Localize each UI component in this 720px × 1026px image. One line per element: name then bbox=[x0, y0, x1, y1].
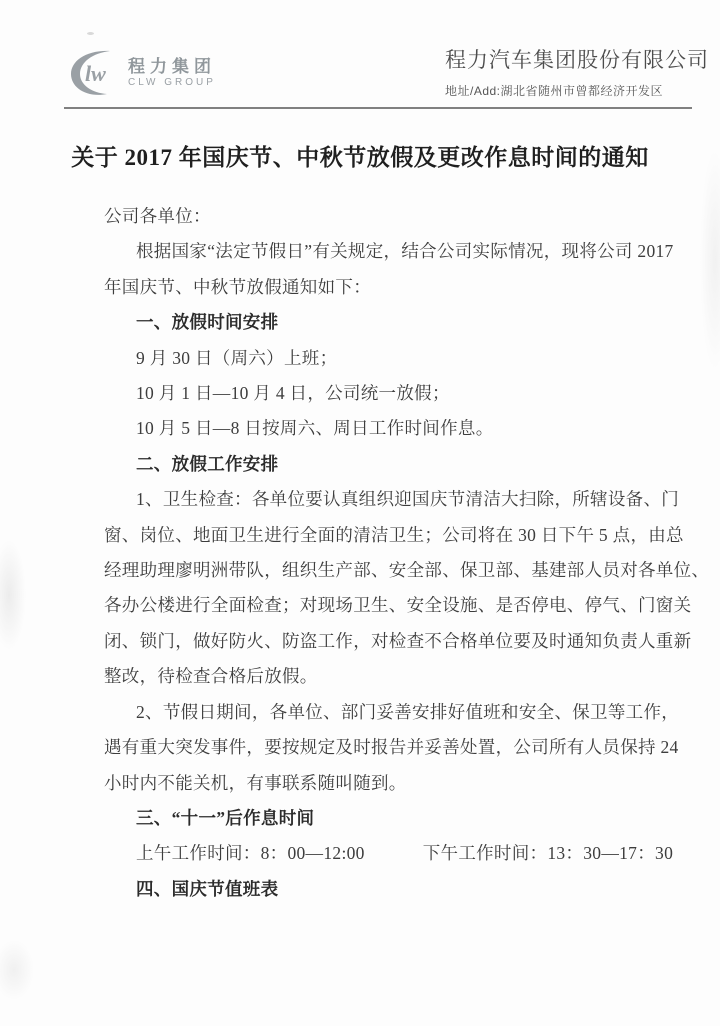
header-divider bbox=[64, 107, 692, 109]
intro-line-1: 根据国家“法定节假日”有关规定，结合公司实际情况，现将公司 2017 bbox=[136, 241, 674, 262]
section2-item2-line-1: 2、节假日期间，各单位、部门妥善安排好值班和安全、保卫等工作， bbox=[136, 701, 680, 722]
scan-artifact bbox=[87, 32, 94, 35]
section2-item1-line-6: 整改，待检查合格后放假。 bbox=[104, 666, 318, 687]
section2-item1-line-1: 1、卫生检查：各单位要认真组织迎国庆节清洁大扫除，所辖设备、门 bbox=[136, 489, 680, 510]
section1-line-1: 9 月 30 日（周六）上班； bbox=[136, 347, 338, 368]
company-name: 程力汽车集团股份有限公司 bbox=[445, 49, 709, 72]
logo-name-cn: 程力集团 bbox=[128, 56, 216, 76]
company-info bbox=[445, 44, 720, 99]
section2-heading: 二、放假工作安排 bbox=[136, 453, 279, 474]
logo-name-en: CLW GROUP bbox=[128, 76, 216, 88]
svg-text:lw: lw bbox=[85, 61, 106, 86]
section2-item2-line-2: 遇有重大突发事件，要按规定及时报告并妥善处置，公司所有人员保持 24 bbox=[104, 737, 679, 758]
clw-swoosh-icon bbox=[68, 48, 120, 98]
company-address: 地址/Add:湖北省随州市曾都经济开发区 bbox=[445, 84, 664, 98]
scan-artifact bbox=[0, 540, 26, 650]
greeting: 公司各单位： bbox=[104, 206, 211, 226]
section1-line-3: 10 月 5 日—8 日按周六、周日工作时间作息。 bbox=[136, 418, 494, 439]
company-logo bbox=[68, 48, 216, 98]
section2-item1-line-3: 经理助理廖明洲带队，组织生产部、安全部、保卫部、基建部人员对各单位、 bbox=[104, 560, 710, 581]
section2-item1-line-4: 各办公楼进行全面检查；对现场卫生、安全设施、是否停电、停气、门窗关 bbox=[104, 595, 692, 616]
section2-item1-line-5: 闭、锁门，做好防火、防盗工作，对检查不合格单位要及时通知负责人重新 bbox=[104, 630, 692, 651]
notice-title: 关于 2017 年国庆节、中秋节放假及更改作息时间的通知 bbox=[71, 145, 649, 170]
section1-line-2: 10 月 1 日—10 月 4 日，公司统一放假； bbox=[136, 383, 450, 404]
scan-artifact bbox=[0, 940, 34, 1000]
section4-heading: 四、国庆节值班表 bbox=[136, 878, 279, 899]
notice-body bbox=[104, 199, 710, 907]
intro-line-2: 年国庆节、中秋节放假通知如下： bbox=[104, 276, 371, 297]
worktime-afternoon: 下午工作时间：13：30—17：30 bbox=[422, 843, 674, 864]
worktime-morning: 上午工作时间：8：00—12:00 bbox=[136, 843, 365, 864]
section2-item1-line-2: 窗、岗位、地面卫生进行全面的清洁卫生；公司将在 30 日下午 5 点，由总 bbox=[104, 524, 684, 545]
section3-heading: 三、“十一”后作息时间 bbox=[136, 807, 315, 828]
section2-item2-line-3: 小时内不能关机，有事联系随叫随到。 bbox=[104, 772, 407, 793]
scan-artifact bbox=[700, 150, 720, 370]
worktime-line bbox=[104, 836, 674, 871]
letterhead bbox=[66, 44, 709, 104]
section1-heading: 一、放假时间安排 bbox=[136, 312, 279, 333]
logo-text bbox=[128, 58, 216, 89]
